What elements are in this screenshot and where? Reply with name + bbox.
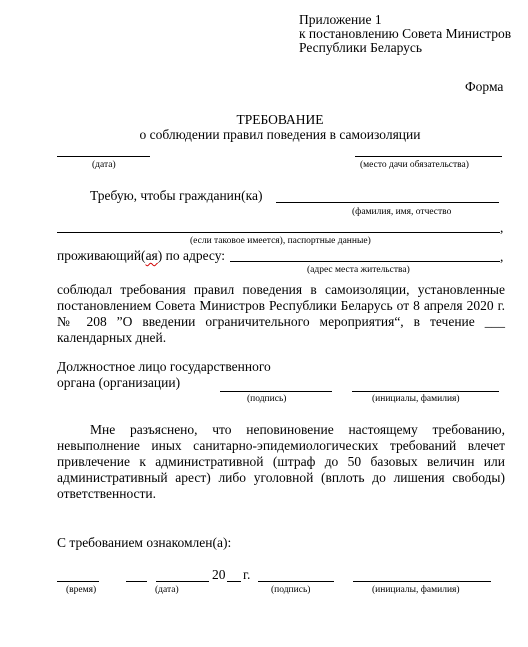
year-suffix: г.	[243, 567, 251, 582]
month-line[interactable]	[156, 581, 209, 582]
address-caption: (адрес места жительства)	[307, 265, 410, 275]
address-line[interactable]	[230, 261, 500, 262]
fio-line[interactable]	[276, 202, 499, 203]
fio-caption: (фамилия, имя, отчество	[352, 207, 452, 217]
acknowledged-label: С требованием ознакомлен(а):	[57, 535, 232, 550]
passport-caption: (если таковое имеется), паспортные данные)	[190, 236, 371, 246]
ack-initials-line[interactable]	[353, 581, 491, 582]
initials2-caption: (инициалы, фамилия)	[372, 585, 460, 595]
date-line[interactable]	[57, 156, 150, 157]
ack-signature-line[interactable]	[258, 581, 334, 582]
residing-text: проживающий(ая) по адресу:	[57, 248, 226, 263]
official-initials-line[interactable]	[352, 391, 499, 392]
time-caption: (время)	[66, 585, 97, 595]
day-line[interactable]	[126, 581, 147, 582]
passport-comma: ,	[500, 220, 504, 235]
date-caption: (дата)	[92, 160, 116, 170]
time-line[interactable]	[57, 581, 99, 582]
spellcheck-word: ая	[145, 248, 158, 263]
official-initials-caption: (инициалы, фамилия)	[372, 394, 460, 404]
year-prefix: 20	[212, 567, 226, 582]
document-subtitle: о соблюдении правил поведения в самоизоляции	[139, 127, 421, 142]
date2-caption: (дата)	[155, 585, 179, 595]
requirement-paragraph: соблюдал требования правил поведения в самоизоляции, установленные постановлением Совета Министров Республики Беларусь от 8 апреля 2020 г. № 208 ”О введении ограничительного мероприятия“, в течение ___ календарных дней.	[57, 282, 505, 345]
official-signature-caption: (подпись)	[247, 394, 287, 404]
place-caption: (место дачи обязательства)	[360, 160, 469, 170]
appendix-line-2: к постановлению Совета Министров	[299, 26, 512, 41]
passport-line[interactable]	[57, 232, 500, 233]
address-comma: ,	[500, 249, 504, 264]
official-signature-line[interactable]	[220, 391, 332, 392]
appendix-line-3: Республики Беларусь	[299, 40, 423, 55]
document-title: ТРЕБОВАНИЕ	[236, 112, 324, 127]
appendix-line-1: Приложение 1	[299, 12, 382, 27]
demand-text: Требую, чтобы гражданин(ка)	[90, 188, 263, 203]
official-label-2: органа (организации)	[57, 375, 181, 390]
place-line[interactable]	[355, 156, 502, 157]
signature2-caption: (подпись)	[271, 585, 311, 595]
form-label: Форма	[465, 79, 504, 94]
year-line[interactable]	[227, 581, 241, 582]
explanation-paragraph: Мне разъяснено, что неповиновение настоящему требованию, невыполнение иных санитарно-эпидемиологических требований влечет привлечение к административной (штраф до 50 базовых величин или административный арест) либо уголовной (вплоть до лишения свободы) ответственности.	[57, 422, 505, 501]
official-label-1: Должностное лицо государственного	[57, 359, 271, 374]
